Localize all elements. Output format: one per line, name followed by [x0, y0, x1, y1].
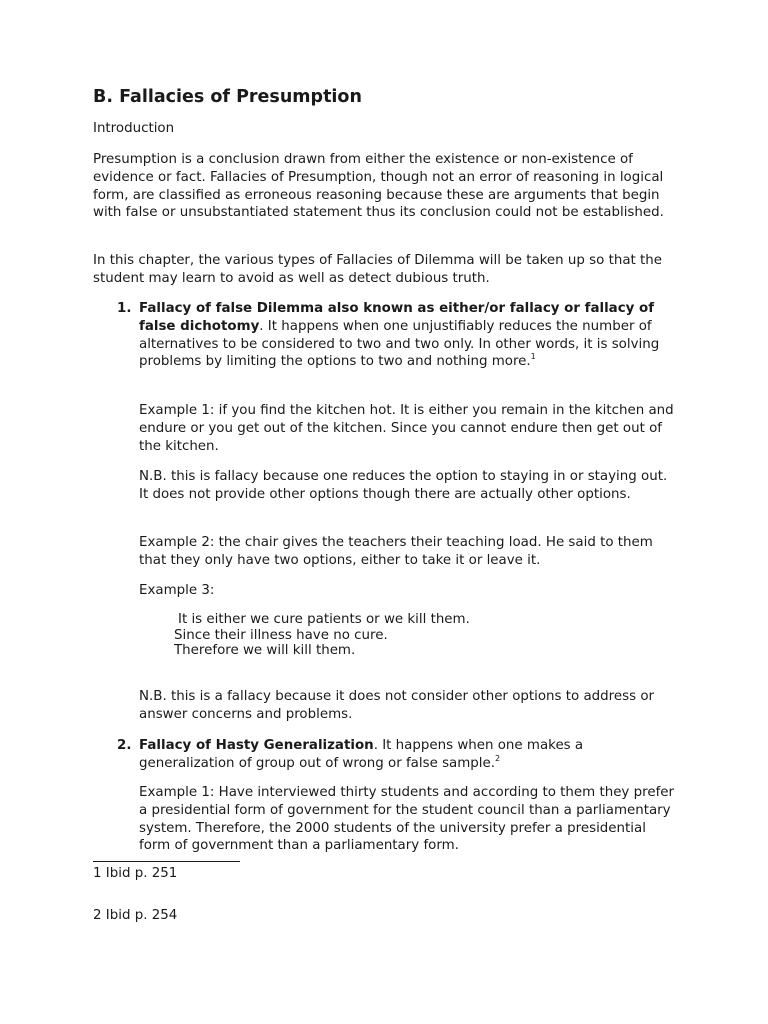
syllogism-line-1: It is either we cure patients or we kill them. — [178, 612, 470, 627]
item-2-number: 2. — [117, 738, 132, 753]
item-1-text: . It happens when one unjustifiably reduces the number of alternatives to be considered to two and two only. In other words, it is solving problems by limiting the options to two and nothing more. — [139, 318, 660, 370]
syllogism-line-2: Since their illness have no cure. — [174, 627, 388, 643]
footnote-separator — [93, 861, 240, 862]
paragraph-presumption: Presumption is a conclusion drawn from either the existence or non-existence of evidence or fact. Fallacies of Presumption, though not an error of reasoning in logical form, are classified as erroneous reasoning because these are arguments that begin with false or unsubstantiated statement thus its conclusion could not be established. — [93, 152, 664, 221]
item-1-title: Fallacy of false Dilemma also known as either/or fallacy or fallacy of false dichotomy — [139, 301, 655, 334]
item-1-example-3-label: Example 3: — [139, 583, 215, 598]
intro-label: Introduction — [93, 121, 175, 136]
item-2-text: . It happens when one makes a generalization of group out of wrong or false sample. — [139, 738, 584, 771]
footnote-ref-2: 2 — [495, 753, 501, 763]
item-2-definition — [139, 737, 679, 773]
footnote-1: 1 Ibid p. 251 — [93, 866, 178, 881]
footnote-ref-1: 1 — [530, 352, 536, 362]
syllogism-line-3: Therefore we will kill them. — [174, 643, 356, 658]
item-1-definition — [139, 300, 679, 371]
item-1-example-3-syllogism — [174, 612, 674, 659]
item-1-note-1: N.B. this is fallacy because one reduces the option to staying in or staying out. It does not provide other options though there are actually other options. — [139, 469, 668, 502]
item-1-example-1: Example 1: if you find the kitchen hot. It is either you remain in the kitchen and endure or you get out of the kitchen. Since you cannot endure then get out of the kitchen. — [139, 403, 674, 454]
section-heading: B. Fallacies of Presumption — [93, 87, 362, 107]
item-1-example-2: Example 2: the chair gives the teachers their teaching load. He said to them that they only have two options, either to take it or leave it. — [139, 535, 653, 568]
item-2-title: Fallacy of Hasty Generalization — [139, 738, 374, 753]
item-1-number: 1. — [117, 301, 132, 316]
item-1-note-3: N.B. this is a fallacy because it does not consider other options to address or answer concerns and problems. — [139, 689, 655, 722]
item-2-example-1: Example 1: Have interviewed thirty students and according to them they prefer a presidential form of government for the student council than a parliamentary system. Therefore, the 2000 students of the university prefer a presidential form of government than a parliamentary form. — [139, 785, 675, 854]
paragraph-chapter: In this chapter, the various types of Fallacies of Dilemma will be taken up so that the student may learn to avoid as well as detect dubious truth. — [93, 253, 663, 286]
footnote-2: 2 Ibid p. 254 — [93, 908, 178, 923]
